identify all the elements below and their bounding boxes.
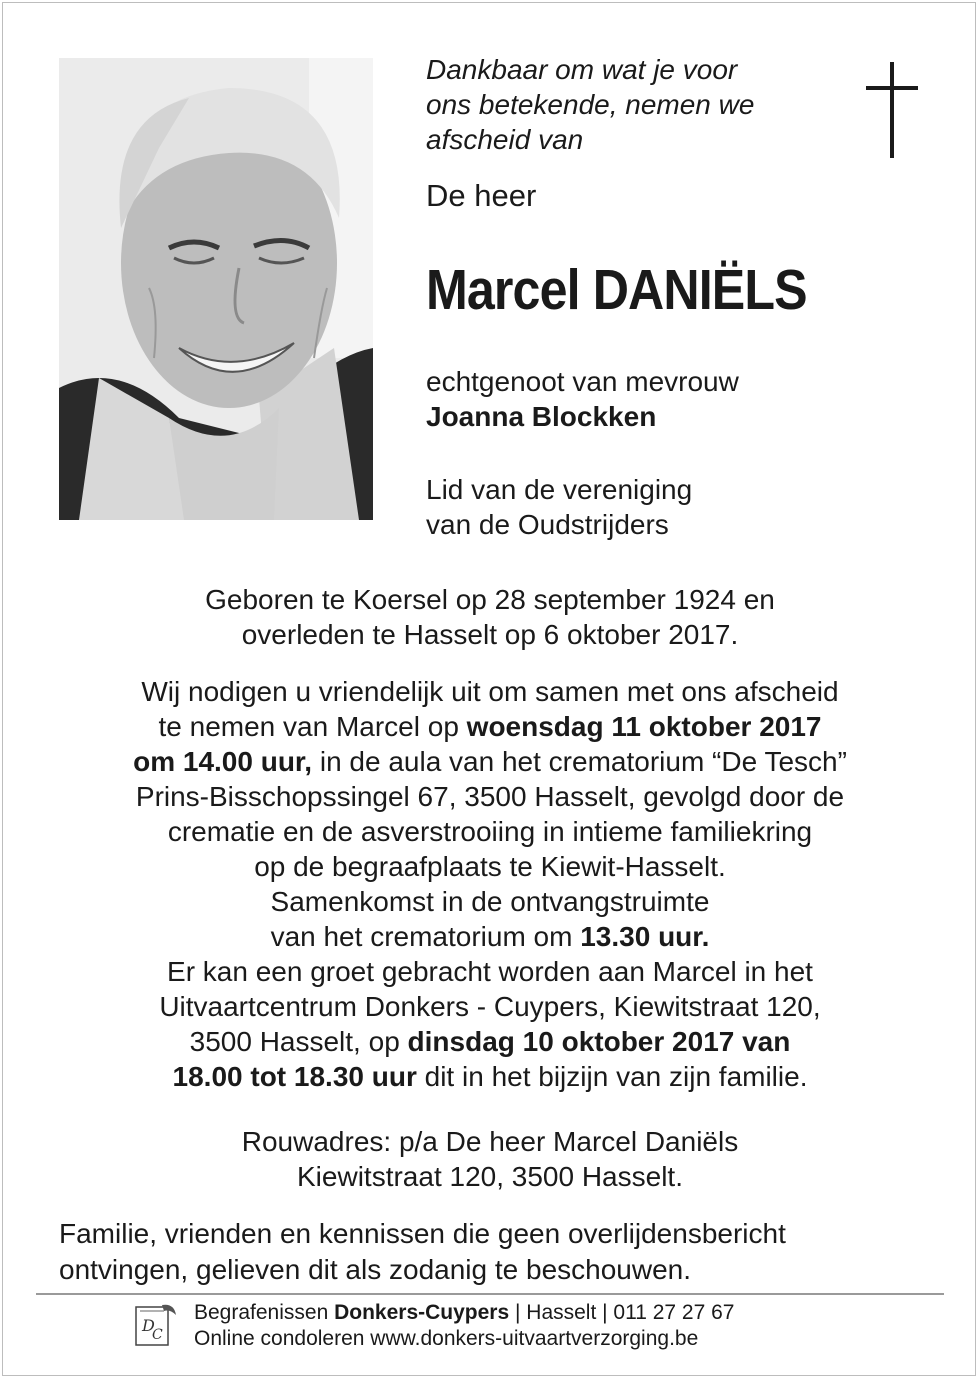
portrait-photo <box>59 58 373 520</box>
invite-text: van het crematorium om <box>270 921 581 952</box>
address-line: Rouwadres: p/a De heer Marcel Daniëls <box>241 1126 739 1157</box>
invite-text: te nemen van Marcel op <box>158 711 467 742</box>
svg-text:C: C <box>152 1327 163 1343</box>
condolence-link[interactable]: Online condoleren www.donkers-uitvaartverzorging.be <box>194 1327 699 1350</box>
intro-line: afscheid van <box>426 124 584 155</box>
intro-text <box>426 52 846 157</box>
dc-logo <box>134 1301 178 1354</box>
invitation-text <box>0 674 980 1094</box>
title-heer: De heer <box>426 178 537 213</box>
mourning-address <box>0 1124 980 1194</box>
invite-line: crematie en de asverstrooiing in intieme familiekring <box>167 816 813 847</box>
notice-line: ontvingen, gelieven dit als zodanig te beschouwen. <box>59 1254 691 1285</box>
footer <box>194 1300 735 1352</box>
service-date: woensdag 11 oktober 2017 <box>466 711 822 742</box>
visitation-time: 18.00 tot 18.30 uur <box>172 1061 417 1092</box>
invite-line <box>0 1024 980 1059</box>
invite-line <box>0 744 980 779</box>
service-time: om 14.00 uur, <box>133 746 313 777</box>
company-name: Donkers-Cuypers <box>334 1301 510 1324</box>
footer-line <box>194 1300 735 1326</box>
intro-line: ons betekende, nemen we <box>426 89 755 120</box>
born-line: Geboren te Koersel op 28 september 1924 en <box>205 584 775 615</box>
invite-line: Samenkomst in de ontvangstruimte <box>270 886 710 917</box>
birth-death-text <box>0 582 980 652</box>
address-line: Kiewitstraat 120, 3500 Hasselt. <box>297 1161 683 1192</box>
intro-line: Dankbaar om wat je voor <box>426 54 738 85</box>
invite-line <box>0 919 980 954</box>
membership-line: Lid van de vereniging <box>426 474 693 505</box>
gathering-time: 13.30 uur. <box>580 921 710 952</box>
membership-text <box>426 472 692 542</box>
invite-line: Er kan een groet gebracht worden aan Marcel in het <box>167 956 813 987</box>
cross-icon <box>862 62 922 167</box>
footer-text: | Hasselt | 011 27 27 67 <box>509 1301 735 1324</box>
death-line: overleden te Hasselt op 6 oktober 2017. <box>241 619 739 650</box>
invite-line <box>0 1059 980 1094</box>
invite-line: op de begraafplaats te Kiewit-Hasselt. <box>254 851 726 882</box>
invite-line <box>0 709 980 744</box>
spouse-name: Joanna Blockken <box>426 401 657 432</box>
invite-text: dit in het bijzijn van zijn familie. <box>416 1061 808 1092</box>
invite-text: in de aula van het crematorium “De Tesch” <box>312 746 847 777</box>
invite-text: 3500 Hasselt, op <box>189 1026 408 1057</box>
footer-divider <box>36 1293 944 1295</box>
footer-text: Begrafenissen <box>194 1301 335 1324</box>
notice-line: Familie, vrienden en kennissen die geen overlijdensbericht <box>59 1218 786 1249</box>
membership-line: van de Oudstrijders <box>426 509 669 540</box>
invite-line: Uitvaartcentrum Donkers - Cuypers, Kiewitstraat 120, <box>159 991 821 1022</box>
deceased-name: Marcel DANIËLS <box>426 258 807 322</box>
family-notice <box>59 1216 786 1288</box>
invite-line: Prins-Bisschopssingel 67, 3500 Hasselt, gevolgd door de <box>135 781 845 812</box>
spouse-intro: echtgenoot van mevrouw <box>426 366 739 397</box>
invite-line: Wij nodigen u vriendelijk uit om samen met ons afscheid <box>141 676 839 707</box>
svg-text:D: D <box>142 1316 155 1335</box>
visitation-date: dinsdag 10 oktober 2017 van <box>407 1026 791 1057</box>
